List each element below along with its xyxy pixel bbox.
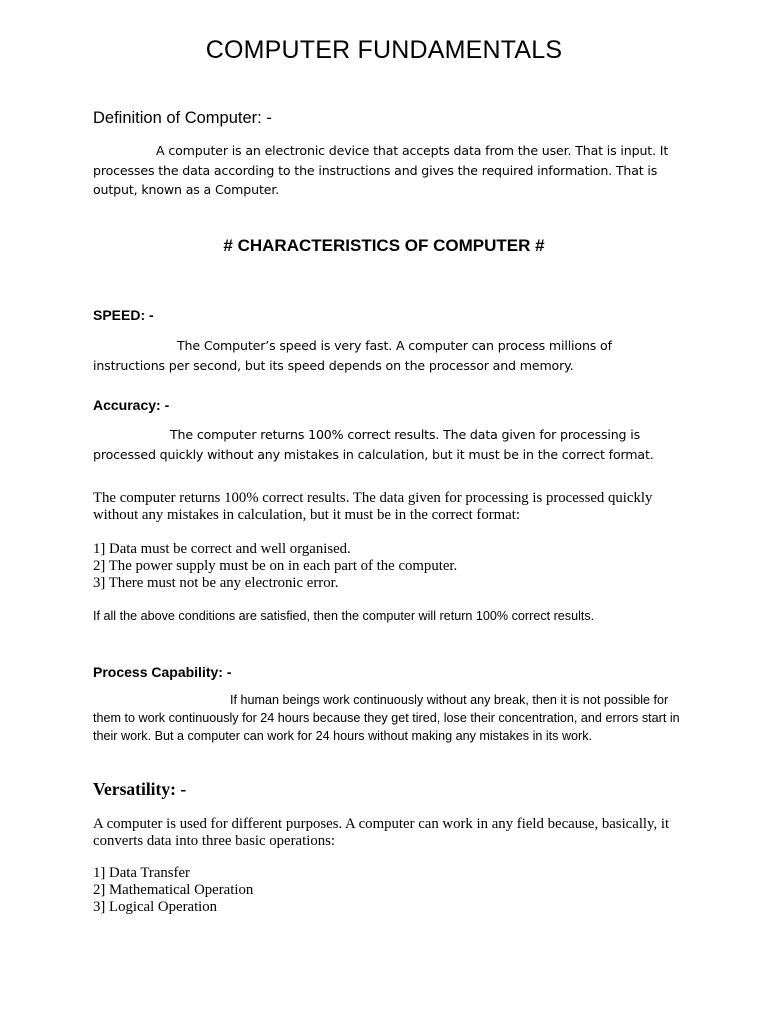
accuracy-paragraph: The computer returns 100% correct results. The data given for processing is processed quickly without any mistakes in calculation, but it must be in the correct format. [93,427,654,462]
process-capability-heading: Process Capability: - [93,664,232,680]
accuracy-serif-paragraph: The computer returns 100% correct results. The data given for processing is processed quickly without any mistakes in calculation, but it must be in the correct format: [93,490,653,523]
accuracy-conditions-list [93,541,457,592]
list-item: 1] Data must be correct and well organised. [93,541,351,557]
speed-paragraph: The Computer’s speed is very fast. A computer can process millions of instructions per second, but its speed depends on the processor and memory. [93,338,612,373]
list-item: 2] The power supply must be on in each part of the computer. [93,558,458,574]
accuracy-conclusion: If all the above conditions are satisfied, then the computer will return 100% correct results. [93,609,595,623]
process-capability-paragraph: If human beings work continuously without any break, then it is not possible for them to work continuously for 24 hours because they get tired, lose their concentration, and errors start in their work. But a computer can work for 24 hours without making any mistakes in its work. [93,693,680,743]
definition-paragraph: A computer is an electronic device that accepts data from the user. That is input. It processes the data according to the instructions and gives the required information. That is output, known as a Computer. [93,143,669,197]
list-item: 2] Mathematical Operation [93,882,254,898]
accuracy-heading: Accuracy: - [93,397,170,413]
versatility-paragraph: A computer is used for different purposes. A computer can work in any field because, basically, it converts data into three basic operations: [93,816,670,849]
list-item: 3] Logical Operation [93,899,218,915]
characteristics-heading: # CHARACTERISTICS OF COMPUTER # [223,236,545,255]
versatility-heading: Versatility: - [93,779,187,799]
speed-heading: SPEED: - [93,307,154,323]
document-title: COMPUTER FUNDAMENTALS [205,36,563,64]
list-item: 1] Data Transfer [93,865,190,881]
definition-heading: Definition of Computer: - [93,109,272,127]
versatility-operations-list [93,865,253,916]
list-item: 3] There must not be any electronic error. [93,575,339,591]
